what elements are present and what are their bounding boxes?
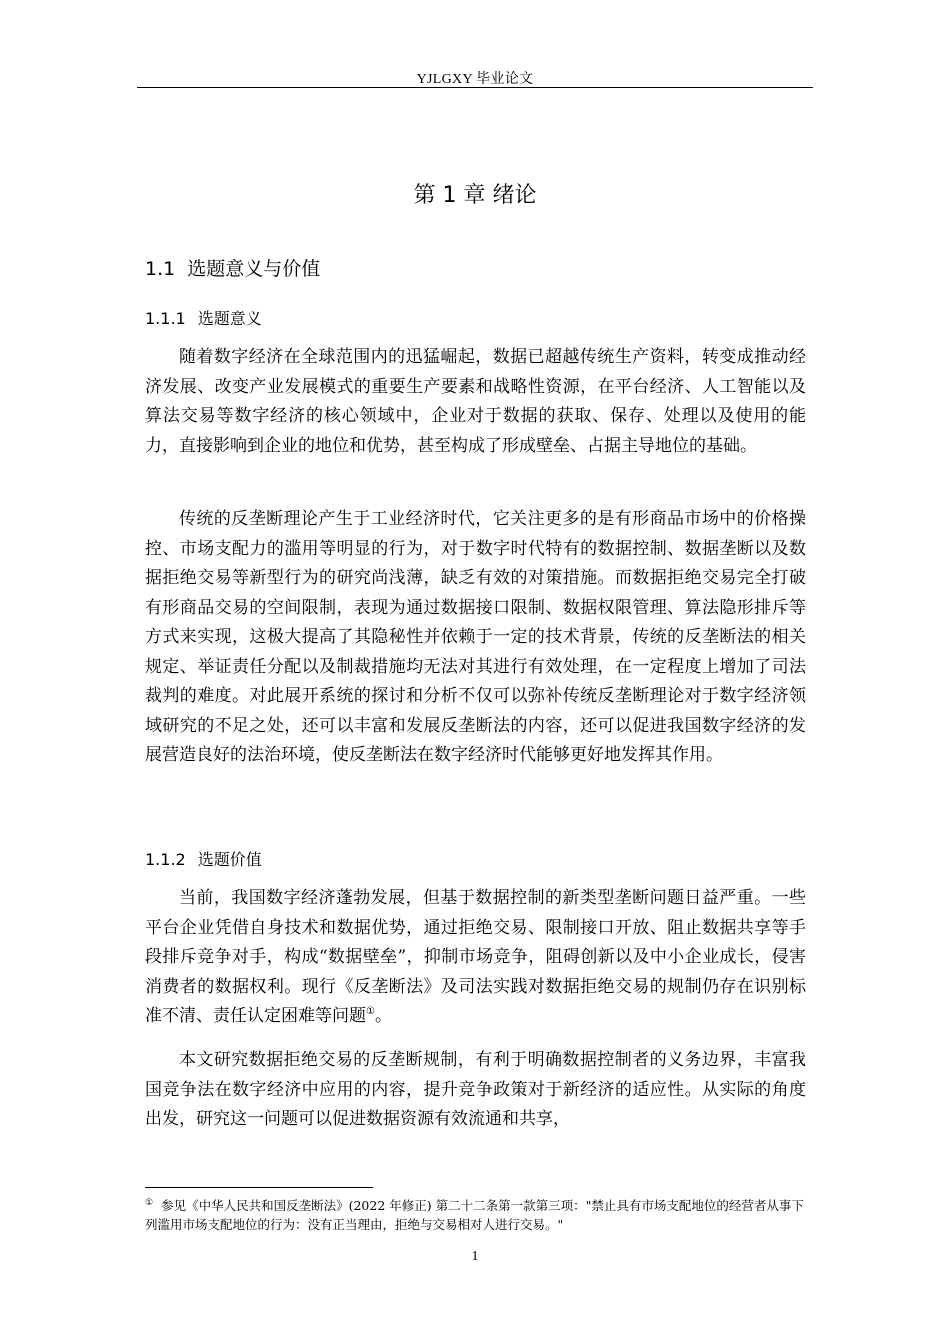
subsection-number: 1.1.2 bbox=[145, 850, 186, 869]
body-paragraph-1: 随着数字经济在全球范围内的迅猛崛起，数据已超越传统生产资料，转变成推动经济发展、改变产业发展模式的重要生产要素和战略性资源，在平台经济、人工智能以及算法交易等数字经济的核心领域中，企业对于数据的获取、保存、处理以及使用的能力，直接影响到企业的地位和优势，甚至构成了形成壁垒、占据主导地位的基础。 bbox=[145, 347, 806, 456]
footnote-text: 参见《中华人民共和国反垄断法》(2022 年修正) 第二十二条第一款第三项："禁止具有市场支配地位的经营者从事下列滥用市场支配地位的行为：没有正当理由，拒绝与交易相对人进行交易。" bbox=[145, 1198, 804, 1232]
subsection-title-text: 选题价值 bbox=[197, 850, 262, 869]
header-divider bbox=[137, 87, 813, 88]
body-paragraph-3 bbox=[145, 884, 806, 1032]
body-paragraph-4: 本文研究数据拒绝交易的反垄断规制，有利于明确数据控制者的义务边界，丰富我国竞争法在数字经济中应用的内容，提升竞争政策对于新经济的适应性。从实际的角度出发，研究这一问题可以促进数据资源有效流通和共享， bbox=[145, 1050, 806, 1129]
footnote-reference[interactable]: ① bbox=[366, 1006, 375, 1017]
subsection-number: 1.1.1 bbox=[145, 309, 186, 328]
footnote-mark: ① bbox=[145, 1198, 154, 1208]
section-heading-1-1 bbox=[145, 254, 320, 281]
paragraph-end: 。 bbox=[374, 1006, 392, 1026]
chapter-title: 第 1 章 绪论 bbox=[413, 183, 537, 208]
paragraph-text: 当前，我国数字经济蓬勃发展，但基于数据控制的新类型垄断问题日益严重。一些平台企业凭借自身技术和数据优势，通过拒绝交易、限制接口开放、阻止数据共享等手段排斥竞争对手，构成“数据壁垒”，抑制市场竞争，阻碍创新以及中小企业成长，侵害消费者的数据权利。现行《反垄断法》及司法实践对数据拒绝交易的规制仍存在识别标准不清、责任认定困难等问题 bbox=[145, 888, 806, 1026]
subsection-title-text: 选题意义 bbox=[197, 309, 262, 328]
section-title-text: 选题意义与价值 bbox=[187, 258, 321, 280]
body-paragraph-2: 传统的反垄断理论产生于工业经济时代，它关注更多的是有形商品市场中的价格操控、市场支配力的滥用等明显的行为，对于数字时代特有的数据控制、数据垄断以及数据拒绝交易等新型行为的研究尚浅薄，缺乏有效的对策措施。而数据拒绝交易完全打破有形商品交易的空间限制，表现为通过数据接口限制、数据权限管理、算法隐形排斥等方式来实现，这极大提高了其隐秘性并依赖于一定的技术背景，传统的反垄断法的相关规定、举证责任分配以及制裁措施均无法对其进行有效处理，在一定程度上增加了司法裁判的难度。对此展开系统的探讨和分析不仅可以弥补传统反垄断理论对于数字经济领域研究的不足之处，还可以丰富和发展反垄断法的内容，还可以促进我国数字经济的发展营造良好的法治环境，使反垄断法在数字经济时代能够更好地发挥其作用。 bbox=[145, 509, 806, 765]
footnote bbox=[145, 1194, 806, 1234]
running-header: YJLGXY 毕业论文 bbox=[416, 72, 534, 87]
page-number: 1 bbox=[471, 1249, 479, 1264]
subsection-heading-1-1-2 bbox=[145, 847, 262, 870]
subsection-heading-1-1-1 bbox=[145, 306, 262, 329]
section-number: 1.1 bbox=[145, 258, 176, 280]
footnote-separator bbox=[145, 1187, 373, 1188]
